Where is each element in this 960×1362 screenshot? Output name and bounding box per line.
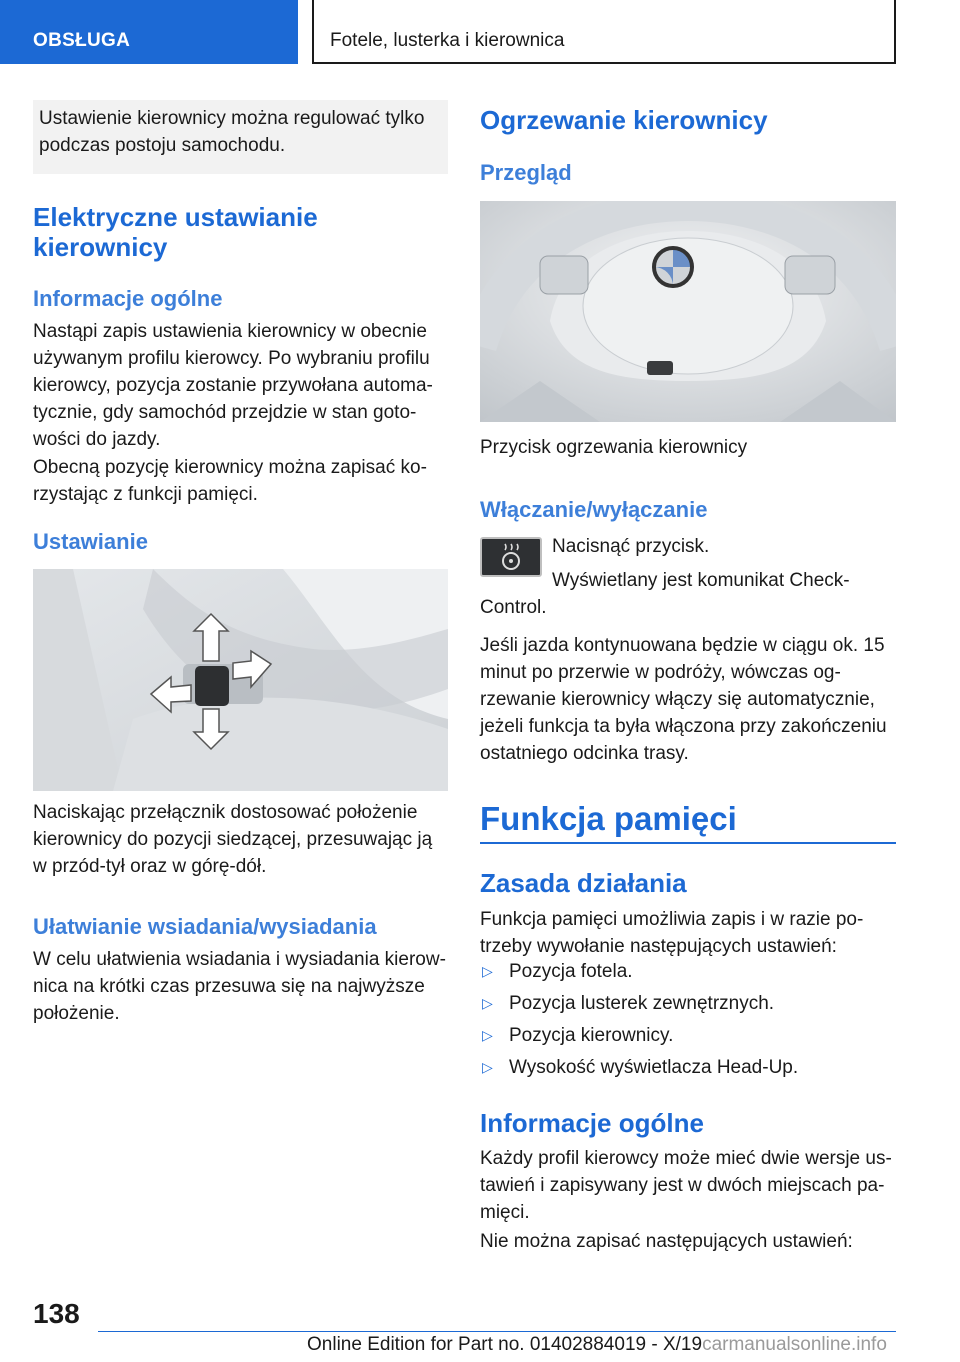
heading-steering-heating: Ogrzewanie kierownicy xyxy=(480,105,768,135)
paragraph-general2-2: Nie można zapisać następujących ustawień: xyxy=(480,1231,853,1252)
header-section-tab xyxy=(0,0,298,64)
steering-column-switch-image xyxy=(33,569,448,791)
header-chapter-label: Fotele, lusterka i kierownica xyxy=(330,30,565,51)
heading-general-info: Informacje ogólne xyxy=(33,286,223,311)
page-number: 138 xyxy=(33,1298,80,1329)
paragraph-setting: Naciskając przełącznik dostosować położenie kierownicy do pozycji siedzącej, przesuwając ją w przód-tył oraz w górę-dół. xyxy=(33,802,433,877)
paragraph-general2-1: Każdy profil kierowcy może mieć dwie wersje us-tawień i zapisywany jest w dwóch miejscach pa-mięci. xyxy=(480,1148,892,1223)
triangle-bullet-icon: ▷ xyxy=(482,963,493,979)
list-item: ▷ Pozycja lusterek zewnętrznych. xyxy=(480,990,896,1022)
paragraph-auto-resume: Jeśli jazda kontynuowana będzie w ciągu ok. 15 minut po przerwie w podróży, wówczas og-rzewanie kierownicy włączy się automatycznie, jeżeli funkcja ta była włączona przy zakończeniu ostatniego odcinka trasy. xyxy=(480,635,887,764)
list-item: ▷ Pozycja fotela. xyxy=(480,958,896,990)
list-item: ▷ Wysokość wyświetlacza Head-Up. xyxy=(480,1054,896,1086)
paragraph-easy-entry: W celu ułatwienia wsiadania i wysiadania kierow-nica na krótki czas przesuwa się na najwyższe położenie. xyxy=(33,949,446,1024)
heading-setting: Ustawianie xyxy=(33,529,148,554)
triangle-bullet-icon: ▷ xyxy=(482,995,493,1011)
heading-easy-entry: Ułatwianie wsiadania/wysiadania xyxy=(33,914,377,939)
footer-watermark: carmanualsonline.info xyxy=(702,1334,887,1355)
triangle-bullet-icon: ▷ xyxy=(482,1027,493,1043)
caption-heating-button: Przycisk ogrzewania kierownicy xyxy=(480,437,748,458)
heading-overview: Przegląd xyxy=(480,160,572,185)
triangle-bullet-icon: ▷ xyxy=(482,1059,493,1075)
paragraph-check-control: Wyświetlany jest komunikat Check-Control. xyxy=(480,570,850,618)
footer-edition: Online Edition for Part no. 01402884019 - X/19carmanualsonline.info xyxy=(307,1334,887,1355)
heading-general-info-2: Informacje ogólne xyxy=(480,1108,704,1138)
note-box: Ustawienie kierownicy można regulować tylko podczas postoju samochodu. xyxy=(33,100,448,174)
paragraph-press-button: Nacisnąć przycisk. xyxy=(552,536,710,557)
heading-on-off: Włączanie/wyłączanie xyxy=(480,497,708,522)
steering-wheel-image xyxy=(480,201,896,422)
list-item: ▷ Pozycja kierownicy. xyxy=(480,1022,896,1054)
section-rule xyxy=(480,842,896,844)
header-section-label: OBSŁUGA xyxy=(33,30,131,51)
heading-electric-adjust: Elektryczne ustawianie kierownicy xyxy=(33,202,318,262)
paragraph-general-2: Obecną pozycję kierownicy można zapisać ko-rzystając z funkcji pamięci. xyxy=(33,457,427,505)
heading-principle: Zasada działania xyxy=(480,868,687,898)
footer-rule xyxy=(98,1331,896,1332)
paragraph-general-1: Nastąpi zapis ustawienia kierownicy w obecnie używanym profilu kierowcy. Po wybraniu profilu kierowcy, pozycja zostanie przywołana automa-tycznie, gdy samochód przejdzie w stan goto-wości do jazdy. xyxy=(33,321,433,450)
heading-memory-function: Funkcja pamięci xyxy=(480,800,737,837)
memory-settings-list xyxy=(480,958,896,1086)
paragraph-principle: Funkcja pamięci umożliwia zapis i w razie po-trzeby wywołanie następujących ustawień: xyxy=(480,909,864,957)
header-chapter-box xyxy=(312,0,896,64)
